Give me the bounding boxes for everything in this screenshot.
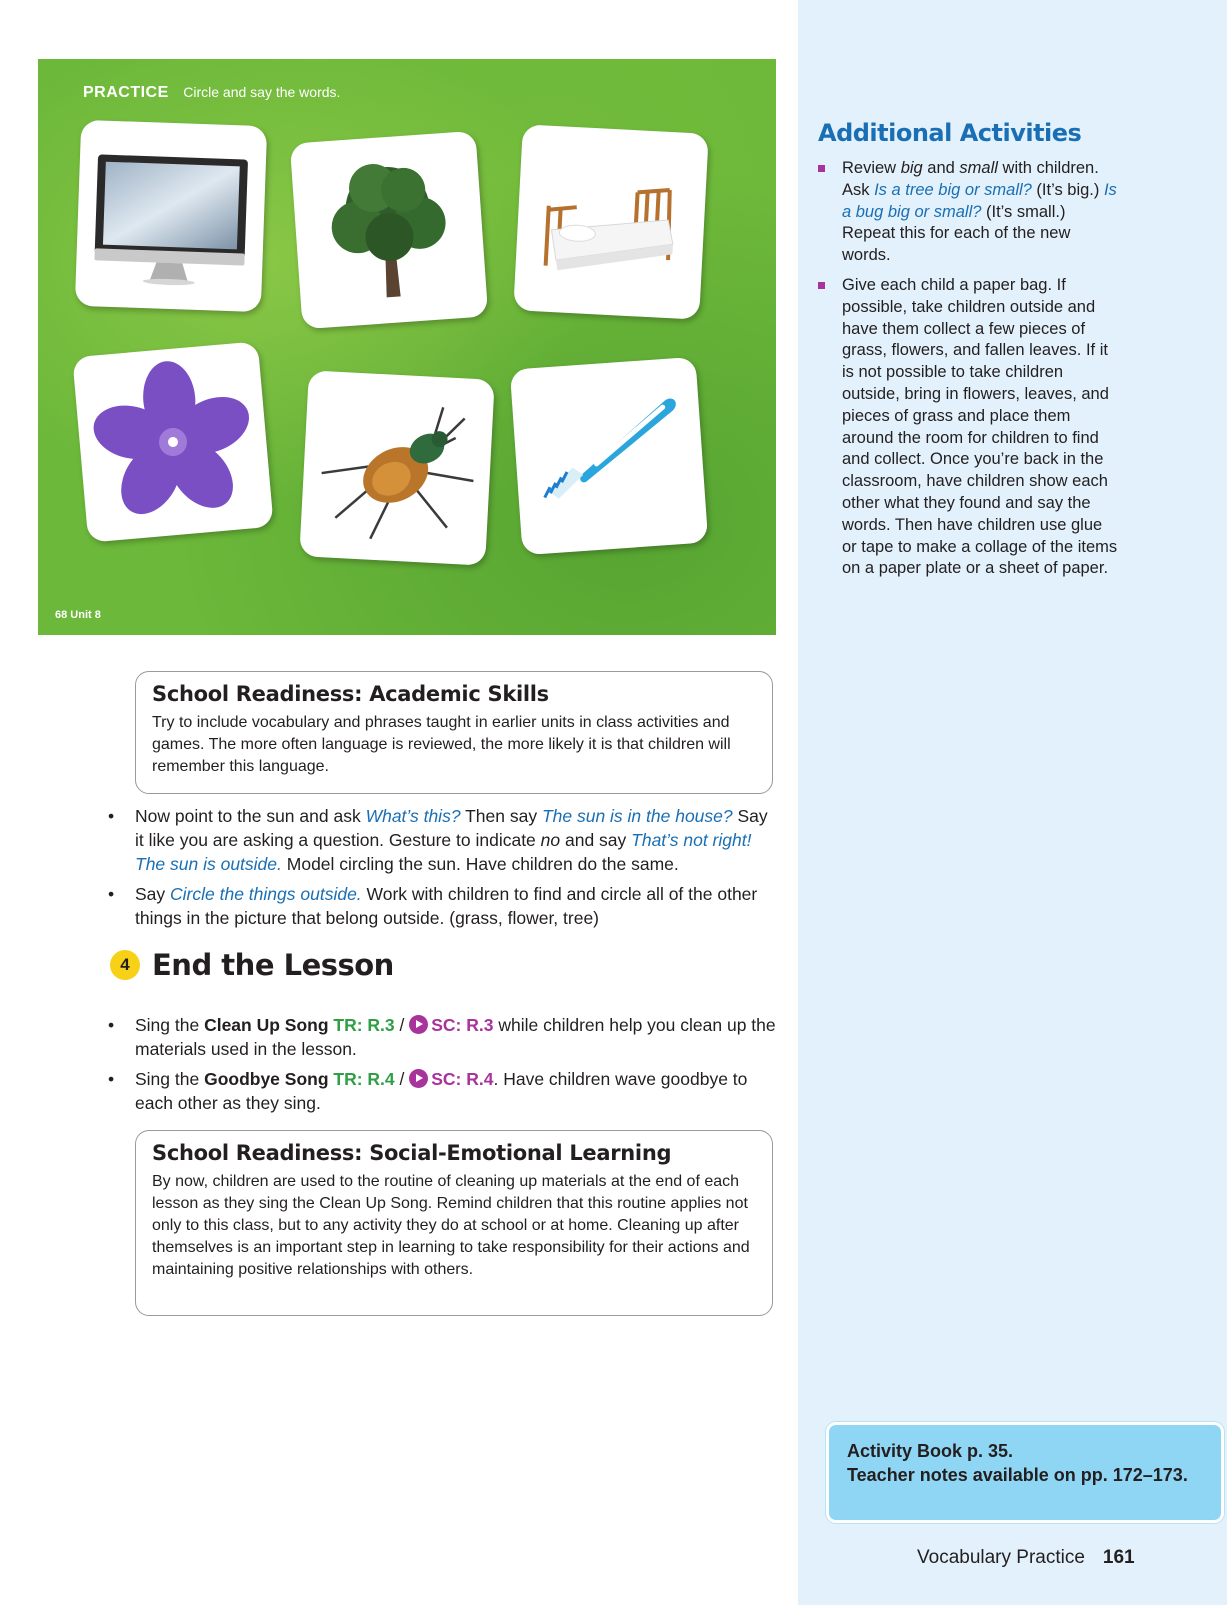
list-item: • Sing the Clean Up Song TR: R.3 / SC: R.3 while children help you clean up the materials used in the lesson. bbox=[108, 1013, 776, 1061]
practice-instruction: Circle and say the words. bbox=[183, 84, 341, 100]
sel-text: By now, children are used to the routine of cleaning up materials at the end of each lesson as they sing the Clean Up Song. Remind children that this routine applies not only to this class, but to any activity they do at school or at home. Cleaning up after themselves is an important step in learning to take responsibility for their actions and maintaining positive relationships with others. bbox=[152, 1173, 750, 1278]
bug-icon bbox=[299, 370, 494, 565]
list-item: • Say Circle the things outside. Work with children to find and circle all of the other things in the picture that belong outside. (grass, flower, tree) bbox=[108, 882, 776, 930]
instruction-list-1 bbox=[108, 804, 776, 936]
list-item: Review big and small with children. Ask Is a tree big or small? (It’s big.) Is a bug big or small? (It’s small.) Repeat this for each of the new words. bbox=[818, 158, 1118, 267]
list-item: • Now point to the sun and ask What’s this? Then say The sun is in the house? Say it like you are asking a question. Gesture to indicate no and say That’s not right! The sun is outside. Model circling the sun. Have children do the same. bbox=[108, 804, 776, 876]
footer-section: Vocabulary Practice bbox=[917, 1547, 1085, 1568]
play-icon[interactable] bbox=[409, 1069, 428, 1088]
academic-skills-text: Try to include vocabulary and phrases taught in earlier units in class activities and games. The more often language is reviewed, the more likely it is that children will remember this language. bbox=[152, 714, 731, 775]
toothbrush-icon bbox=[510, 357, 709, 556]
practice-page-ref: 68 Unit 8 bbox=[55, 609, 101, 621]
academic-skills-box bbox=[135, 671, 773, 794]
step-title: End the Lesson bbox=[152, 948, 394, 982]
practice-header bbox=[83, 84, 340, 102]
flower-icon bbox=[72, 341, 274, 543]
academic-skills-title: School Readiness: Academic Skills bbox=[152, 682, 549, 706]
practice-label: PRACTICE bbox=[83, 84, 169, 101]
card-bug[interactable] bbox=[299, 370, 494, 565]
instruction-list-2 bbox=[108, 1013, 776, 1121]
list-item: • Sing the Goodbye Song TR: R.4 / SC: R.4. Have children wave goodbye to each other as they sing. bbox=[108, 1067, 776, 1115]
practice-picture bbox=[38, 59, 776, 635]
card-bed[interactable] bbox=[513, 124, 708, 319]
card-computer[interactable] bbox=[75, 120, 267, 312]
card-tree[interactable] bbox=[290, 131, 489, 330]
card-toothbrush[interactable] bbox=[510, 357, 709, 556]
activity-book-line1: Activity Book p. 35. bbox=[847, 1441, 1014, 1461]
card-flower[interactable] bbox=[72, 341, 274, 543]
activity-book-box bbox=[826, 1422, 1224, 1523]
step-number: 4 bbox=[110, 950, 140, 980]
step-heading bbox=[110, 948, 394, 982]
additional-activities-list bbox=[818, 158, 1118, 588]
page-footer bbox=[917, 1547, 1135, 1569]
additional-activities-title: Additional Activities bbox=[818, 119, 1082, 147]
play-icon[interactable] bbox=[409, 1015, 428, 1034]
page-number: 161 bbox=[1102, 1547, 1135, 1568]
activity-book-line2: Teacher notes available on pp. 172–173. bbox=[847, 1465, 1188, 1485]
sel-title: School Readiness: Social-Emotional Learning bbox=[152, 1141, 672, 1165]
bed-icon bbox=[513, 124, 708, 319]
computer-monitor-icon bbox=[75, 120, 267, 312]
list-item: Give each child a paper bag. If possible, take children outside and have them collect a few pieces of grass, flowers, and fallen leaves. If it is not possible to take children outside, bring in flowers, leaves, and pieces of grass and place them around the room for children to find and collect. Once you’re back in the classroom, have children show each other what they found and say the words. Then have children use glue or tape to make a collage of the items on a paper plate or a sheet of paper. bbox=[818, 275, 1118, 580]
tree-icon bbox=[290, 131, 489, 330]
sel-box bbox=[135, 1130, 773, 1316]
